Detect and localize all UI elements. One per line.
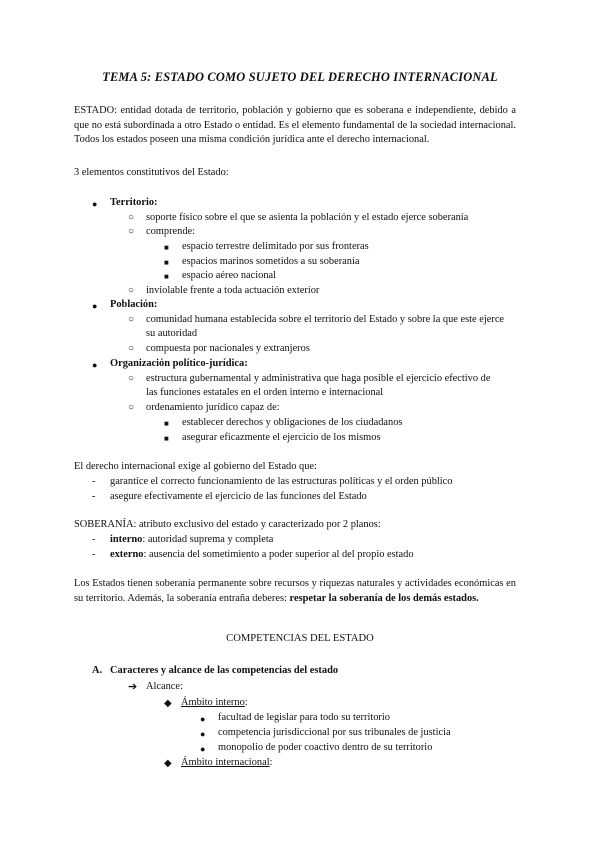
dash-bullet-icon: -	[92, 549, 96, 560]
estado-text: : entidad dotada de territorio, población y gobierno que es soberana e independiente, debido a que no está subordinada a otro Estado o entidad. Es el elemento fundamental de la sociedad internacional. Todos los estados poseen una misma condición jurídica ante el derecho internacional.	[74, 105, 516, 146]
estado-definition	[74, 104, 516, 148]
diamond-bullet-icon: ◆	[164, 758, 172, 769]
bullet-icon: ●	[92, 360, 98, 370]
bullet-icon: ●	[92, 199, 98, 209]
square-bullet-icon: ■	[164, 419, 169, 428]
circle-bullet-icon: ○	[128, 314, 135, 325]
soberania-interno-text: : autoridad suprema y completa	[142, 534, 274, 545]
square-bullet-icon: ■	[164, 434, 169, 443]
poblacion-item-1-line-2: su autoridad	[146, 328, 198, 339]
ambito-interno-colon: :	[244, 697, 248, 708]
dash-bullet-icon: -	[92, 491, 96, 502]
soberania-externo-term: externo	[110, 549, 144, 560]
bullet-icon: ●	[200, 714, 206, 724]
derecho-exige-item-2: asegure efectivamente el ejercicio de las funciones del Estado	[110, 491, 367, 502]
circle-bullet-icon: ○	[128, 343, 135, 354]
organizacion-item-1-line-2: las funciones estatales en el orden interno e internacional	[146, 387, 384, 398]
organizacion-heading: Organización político-jurídica:	[110, 358, 248, 369]
estado-term: ESTADO	[74, 105, 115, 116]
elements-intro: 3 elementos constitutivos del Estado:	[74, 167, 229, 178]
territorio-sub-2: espacios marinos sometidos a su soberanía	[182, 256, 360, 267]
interno-item-3: monopolio de poder coactivo dentro de su territorio	[218, 742, 433, 753]
square-bullet-icon: ■	[164, 272, 169, 281]
ambito-internacional-label: Ámbito internacional	[181, 757, 270, 768]
soberania-item-2	[110, 548, 414, 563]
organizacion-sub-2: asegurar eficazmente el ejercicio de los mismos	[182, 432, 381, 443]
soberania-item-1	[110, 533, 273, 548]
derecho-exige-intro: El derecho internacional exige al gobierno del Estado que:	[74, 461, 317, 472]
ambito-internacional-heading	[181, 756, 272, 771]
territorio-item-2: comprende:	[146, 226, 196, 237]
organizacion-item-2: ordenamiento jurídico capaz de:	[146, 402, 280, 413]
bullet-icon: ●	[92, 301, 98, 311]
interno-item-1: facultad de legislar para todo su territorio	[218, 712, 390, 723]
dash-bullet-icon: -	[92, 534, 96, 545]
bullet-icon: ●	[200, 744, 206, 754]
circle-bullet-icon: ○	[128, 373, 135, 384]
soberania-externo-text: : ausencia del sometimiento a poder superior al del propio estado	[143, 549, 414, 560]
competencias-a-label: A.	[92, 665, 103, 676]
recursos-paragraph	[74, 577, 516, 606]
territorio-heading: Territorio:	[110, 197, 158, 208]
square-bullet-icon: ■	[164, 243, 169, 252]
poblacion-item-2: compuesta por nacionales y extranjeros	[146, 343, 310, 354]
poblacion-heading: Población:	[110, 299, 158, 310]
ambito-interno-label: Ámbito interno	[181, 697, 245, 708]
recursos-text: Los Estados tienen soberanía permanente sobre recursos y riquezas naturales y actividades económicas en su territorio. Además, la soberanía entraña deberes:	[74, 578, 516, 604]
territorio-sub-3: espacio aéreo nacional	[182, 270, 277, 281]
square-bullet-icon: ■	[164, 258, 169, 267]
territorio-sub-1: espacio terrestre delimitado por sus fronteras	[182, 241, 369, 252]
soberania-intro: SOBERANÍA: atributo exclusivo del estado y caracterizado por 2 planos:	[74, 519, 381, 530]
recursos-bold: respetar la soberanía de los demás estados.	[289, 592, 479, 604]
alcance-label: Alcance:	[146, 681, 183, 692]
page-title: TEMA 5: ESTADO COMO SUJETO DEL DERECHO INTERNACIONAL	[102, 70, 498, 84]
territorio-last: inviolable frente a toda actuación exterior	[146, 285, 320, 296]
ambito-internacional-colon: :	[269, 757, 273, 768]
circle-bullet-icon: ○	[128, 402, 135, 413]
interno-item-2: competencia jurisdiccional por sus tribunales de justicia	[218, 727, 451, 738]
bullet-icon: ●	[200, 729, 206, 739]
territorio-item-1: soporte físico sobre el que se asienta la población y el estado ejerce soberanía	[146, 212, 469, 223]
poblacion-item-1-line-1: comunidad humana establecida sobre el territorio del Estado y sobre la que este ejerce	[146, 314, 505, 325]
derecho-exige-item-1: garantice el correcto funcionamiento de las estructuras políticas y el orden público	[110, 476, 453, 487]
circle-bullet-icon: ○	[128, 226, 135, 237]
diamond-bullet-icon: ◆	[164, 698, 172, 709]
dash-bullet-icon: -	[92, 476, 96, 487]
circle-bullet-icon: ○	[128, 285, 135, 296]
ambito-interno-heading	[181, 696, 248, 711]
organizacion-item-1-line-1: estructura gubernamental y administrativa que haga posible el ejercicio efectivo de	[146, 373, 491, 384]
competencias-title: COMPETENCIAS DEL ESTADO	[226, 633, 374, 644]
arrow-right-icon: ➔	[128, 681, 138, 693]
soberania-interno-term: interno	[110, 534, 143, 545]
competencias-a-title: Caracteres y alcance de las competencias del estado	[110, 665, 339, 676]
circle-bullet-icon: ○	[128, 212, 135, 223]
organizacion-sub-1: establecer derechos y obligaciones de los ciudadanos	[182, 417, 403, 428]
